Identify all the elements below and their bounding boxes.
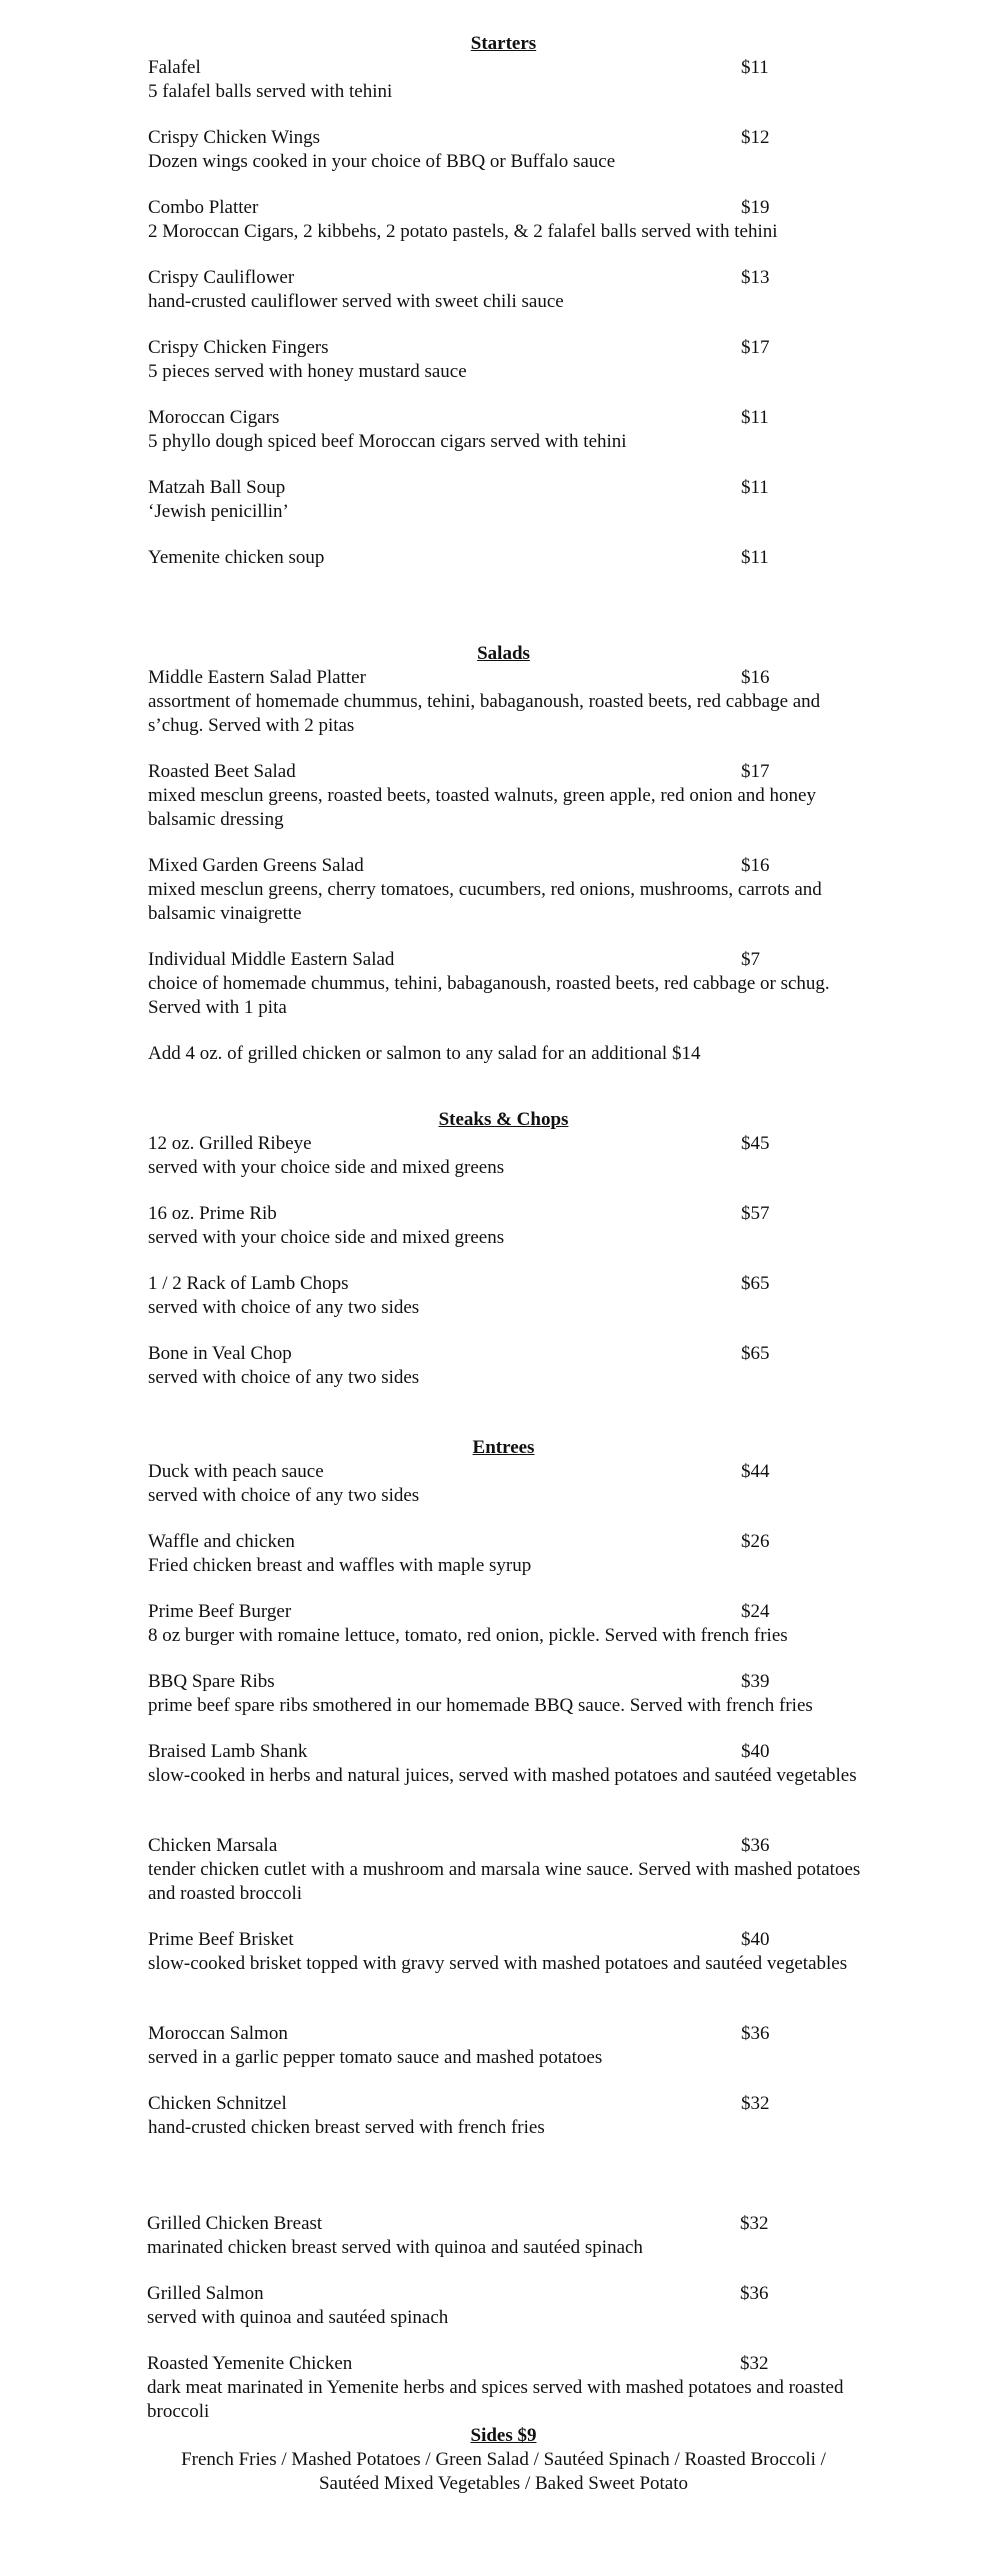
item-price: $39: [741, 1671, 770, 1692]
menu-item: [148, 948, 868, 1020]
item-price: $16: [741, 667, 770, 688]
item-description: 5 pieces served with honey mustard sauce: [148, 361, 467, 382]
menu-item: [148, 1600, 868, 1648]
item-name: Bone in Veal Chop: [148, 1343, 292, 1364]
item-name: Waffle and chicken: [148, 1531, 295, 1552]
menu-item: [148, 546, 868, 570]
item-description: choice of homemade chummus, tehini, babaganoush, roasted beets, red cabbage or schug. Served with 1 pita: [148, 973, 830, 1018]
item-description: mixed mesclun greens, roasted beets, toasted walnuts, green apple, red onion and honey balsamic dressing: [148, 785, 816, 830]
menu-item: [148, 1670, 868, 1718]
item-description: served with quinoa and sautéed spinach: [147, 2307, 449, 2328]
item-price: $12: [741, 127, 770, 148]
menu-item: [148, 666, 868, 738]
item-name: Grilled Chicken Breast: [147, 2213, 323, 2234]
item-name: Falafel: [148, 57, 201, 78]
menu-item: [148, 854, 868, 926]
item-description: served with your choice side and mixed greens: [148, 1157, 505, 1178]
item-name: Crispy Cauliflower: [148, 267, 295, 288]
item-description: assortment of homemade chummus, tehini, babaganoush, roasted beets, red cabbage and s’chug. Served with 2 pitas: [148, 691, 821, 736]
menu-item: [148, 406, 868, 454]
item-price: $40: [741, 1741, 770, 1762]
item-description: 8 oz burger with romaine lettuce, tomato, red onion, pickle. Served with french fries: [148, 1625, 788, 1646]
menu-item: [148, 196, 868, 244]
item-description: 5 phyllo dough spiced beef Moroccan cigars served with tehini: [148, 431, 627, 452]
item-name: Roasted Beet Salad: [148, 761, 296, 782]
item-description: dark meat marinated in Yemenite herbs and spices served with mashed potatoes and roasted broccoli: [147, 2377, 844, 2422]
item-name: BBQ Spare Ribs: [148, 1671, 275, 1692]
item-price: $11: [741, 547, 769, 568]
item-name: Chicken Schnitzel: [148, 2093, 287, 2114]
menu-item: [148, 1740, 868, 1788]
item-description: 5 falafel balls served with tehini: [148, 81, 393, 102]
menu-item: [148, 336, 868, 384]
menu-item: [148, 266, 868, 314]
menu-item: [147, 2212, 867, 2260]
item-price: $57: [741, 1203, 770, 1224]
item-price: $19: [741, 197, 770, 218]
item-name: Prime Beef Brisket: [148, 1929, 294, 1950]
sides-list-line-2: Sautéed Mixed Vegetables / Baked Sweet Potato: [318, 2473, 688, 2494]
item-price: $36: [740, 2283, 769, 2304]
item-name: Roasted Yemenite Chicken: [147, 2353, 353, 2374]
item-description: served in a garlic pepper tomato sauce and mashed potatoes: [148, 2047, 603, 2068]
menu-item: [148, 2092, 868, 2140]
item-price: $11: [741, 407, 769, 428]
menu-item: [148, 1272, 868, 1320]
item-description: prime beef spare ribs smothered in our homemade BBQ sauce. Served with french fries: [148, 1695, 813, 1716]
section-heading-starters: Starters: [470, 33, 537, 54]
item-price: $36: [741, 1835, 770, 1856]
sides-list-line-1: French Fries / Mashed Potatoes / Green Salad / Sautéed Spinach / Roasted Broccoli /: [181, 2449, 826, 2470]
menu-item: [148, 1460, 868, 1508]
item-price: $16: [741, 855, 770, 876]
item-price: $65: [741, 1273, 770, 1294]
item-price: $17: [741, 337, 770, 358]
item-name: Matzah Ball Soup: [148, 477, 286, 498]
item-description: mixed mesclun greens, cherry tomatoes, cucumbers, red onions, mushrooms, carrots and balsamic vinaigrette: [148, 879, 822, 924]
item-name: Crispy Chicken Fingers: [148, 337, 329, 358]
item-name: Yemenite chicken soup: [148, 547, 325, 568]
item-price: $11: [741, 57, 769, 78]
item-name: Moroccan Salmon: [148, 2023, 288, 2044]
item-description: tender chicken cutlet with a mushroom and marsala wine sauce. Served with mashed potatoes and roasted broccoli: [148, 1859, 861, 1904]
item-price: $32: [740, 2353, 769, 2374]
item-name: Braised Lamb Shank: [148, 1741, 308, 1762]
item-name: Combo Platter: [148, 197, 259, 218]
menu-item: [148, 56, 868, 104]
menu-item: [148, 1202, 868, 1250]
item-description: slow-cooked brisket topped with gravy served with mashed potatoes and sautéed vegetables: [148, 1953, 848, 1974]
item-description: served with choice of any two sides: [148, 1485, 420, 1506]
item-price: $7: [741, 949, 760, 970]
item-name: Grilled Salmon: [147, 2283, 264, 2304]
menu-item: [148, 126, 868, 174]
item-name: Duck with peach sauce: [148, 1461, 324, 1482]
item-name: Crispy Chicken Wings: [148, 127, 320, 148]
item-name: Middle Eastern Salad Platter: [148, 667, 366, 688]
menu-item: [148, 476, 868, 524]
item-description: served with your choice side and mixed greens: [148, 1227, 505, 1248]
menu-item: [148, 1834, 868, 1906]
item-price: $32: [741, 2093, 770, 2114]
item-name: Mixed Garden Greens Salad: [148, 855, 364, 876]
item-price: $24: [741, 1601, 770, 1622]
item-description: Dozen wings cooked in your choice of BBQ or Buffalo sauce: [148, 151, 616, 172]
item-price: $13: [741, 267, 770, 288]
menu-item: [147, 2352, 867, 2424]
item-description: served with choice of any two sides: [148, 1367, 420, 1388]
item-price: $26: [741, 1531, 770, 1552]
menu-item: [147, 2282, 867, 2330]
item-price: $36: [741, 2023, 770, 2044]
section-heading-sides: Sides $9: [470, 2425, 537, 2446]
salad-addon-note: Add 4 oz. of grilled chicken or salmon to any salad for an additional $14: [148, 1043, 701, 1064]
menu-item: [148, 2022, 868, 2070]
item-description: served with choice of any two sides: [148, 1297, 420, 1318]
item-description: hand-crusted cauliflower served with sweet chili sauce: [148, 291, 564, 312]
item-name: Moroccan Cigars: [148, 407, 280, 428]
section-heading-steaks: Steaks & Chops: [438, 1109, 569, 1130]
item-description: slow-cooked in herbs and natural juices, served with mashed potatoes and sautéed vegetables: [148, 1765, 857, 1786]
section-heading-salads: Salads: [477, 643, 530, 664]
item-price: $17: [741, 761, 770, 782]
item-name: 16 oz. Prime Rib: [148, 1203, 277, 1224]
item-name: 1 / 2 Rack of Lamb Chops: [148, 1273, 349, 1294]
item-price: $11: [741, 477, 769, 498]
item-name: Individual Middle Eastern Salad: [148, 949, 395, 970]
item-name: Prime Beef Burger: [148, 1601, 292, 1622]
item-description: ‘Jewish penicillin’: [148, 501, 289, 522]
menu-item: [148, 1132, 868, 1180]
menu-item: [148, 1530, 868, 1578]
item-price: $45: [741, 1133, 770, 1154]
item-description: 2 Moroccan Cigars, 2 kibbehs, 2 potato pastels, & 2 falafel balls served with tehini: [148, 221, 778, 242]
item-description: Fried chicken breast and waffles with maple syrup: [148, 1555, 532, 1576]
menu-item: [148, 760, 868, 832]
section-heading-entrees: Entrees: [472, 1437, 535, 1458]
item-price: $44: [741, 1461, 770, 1482]
item-description: marinated chicken breast served with quinoa and sautéed spinach: [147, 2237, 643, 2258]
menu-item: [148, 1342, 868, 1390]
menu-item: [148, 1928, 868, 1976]
item-price: $32: [740, 2213, 769, 2234]
item-name: Chicken Marsala: [148, 1835, 278, 1856]
item-name: 12 oz. Grilled Ribeye: [148, 1133, 312, 1154]
item-description: hand-crusted chicken breast served with french fries: [148, 2117, 545, 2138]
item-price: $65: [741, 1343, 770, 1364]
item-price: $40: [741, 1929, 770, 1950]
